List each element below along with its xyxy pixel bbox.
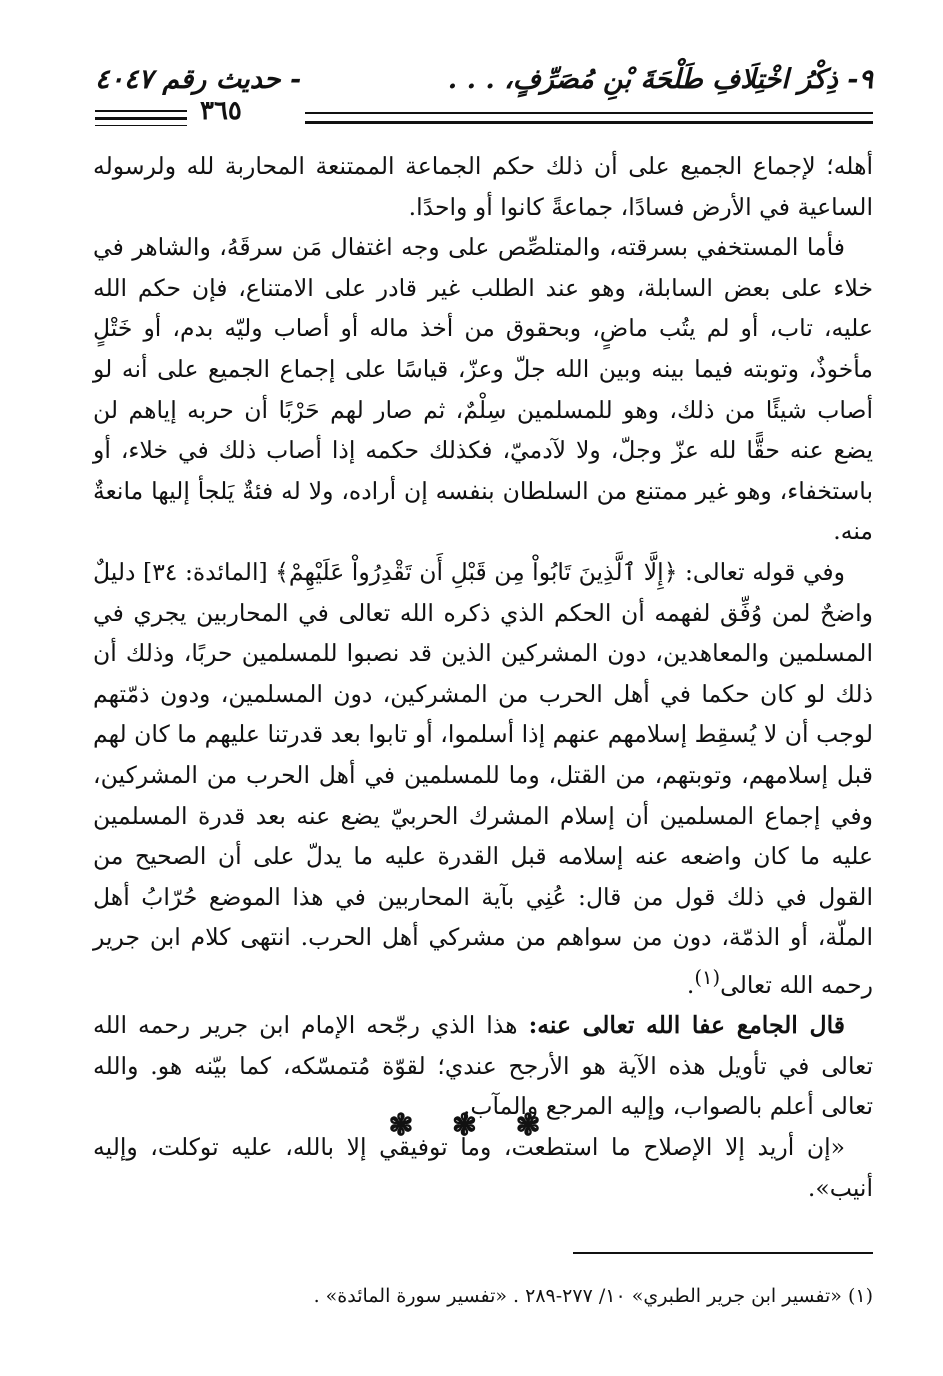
- header-rule-short-3: [95, 125, 187, 126]
- chapter-title: ٩- ذِكْرُ اخْتِلَافِ طَلْحَةَ بْنِ مُصَرِّفٍ، . . .: [447, 64, 873, 95]
- header-rule-line: [95, 96, 873, 134]
- section-separator: ❃ ❃ ❃: [388, 1108, 555, 1143]
- paragraph-1: أهله؛ لإجماع الجميع على أن ذلك حكم الجماعة الممتنعة المحاربة لله ولرسوله الساعية في الأرض فسادًا، جماعةً كانوا أو واحدًا.: [93, 152, 873, 221]
- compiler-label: قال الجامع عفا الله تعالى عنه:: [528, 1011, 845, 1040]
- header-title-line: [95, 62, 873, 98]
- header-rule-long-bottom: [305, 121, 873, 124]
- main-text: [93, 146, 873, 1208]
- footnote-marker: (١): [694, 965, 721, 989]
- paragraph-5: «إن أريد إلا الإصلاح ما استطعت، وما توفيقي إلا بالله، عليه توكلت، وإليه أنيب».: [93, 1133, 873, 1202]
- hadith-reference: - حديث رقم ٤٠٤٧: [95, 64, 302, 95]
- running-header: [95, 62, 873, 134]
- paragraph-3: وفي قوله تعالى: ﴿إِلَّا ٱلَّذِينَ تَابُواْ مِن قَبْلِ أَن تَقْدِرُواْ عَلَيْهِمْ﴾ [المائدة: ٣٤] دليلٌ واضحٌ لمن وُفِّق لفهمه أن الحكم الذي ذكره الله تعالى في المحاربين يجري في المسلمين والمعاهدين، دون المشركين الذين قد نصبوا للمسلمين حربًا، وذلك أن ذلك لو كان حكما في أهل الحرب من المشركين، دون المسلمين، ودون ذمّتهم لوجب أن لا يُسقِط إسلامهم عنهم إذا أسلموا، أو تابوا بعد قدرتنا عليهم ما كان لهم قبل إسلامهم، وتوبتهم، من القتل، وما للمسلمين في أهل الحرب من المشركين، وفي إجماع المسلمين أن إسلام المشرك الحربيّ يضع عنه بعد قدرة المسلمين عليه ما كان واضعه عنه إسلامه قبل القدرة عليه ما يدلّ على أن الصحيح من القول في ذلك قول من قال: عُنِي بآية المحاربين في هذا الموضع حُرّابُ أهل الملّة، أو الذمّة، دون من سواهم من مشركي أهل الحرب. انتهى كلام ابن جرير رحمه الله تعالى$^{(١)}$.: [93, 557, 873, 999]
- footnote: (١) «تفسير ابن جرير الطبري» ١٠/ ٢٧٧-٢٨٩ . «تفسير سورة المائدة» .: [313, 1285, 873, 1307]
- footnote-rule: [573, 1252, 873, 1254]
- paragraph-2: فأما المستخفي بسرقته، والمتلصِّص على وجه اغتفال مَن سرقَهُ، والشاهر في خلاء على بعض السابلة، وهو عند الطلب غير قادر على الامتناع، فإن حكم الله عليه، تاب، أو لم يتُب ماضٍ، وبحقوق من أخذ ماله أو أصاب وليّه بدم، أو خَتْلٍ مأخوذٌ، وتوبته فيما بينه وبين الله جلّ وعزّ، قياسًا على إجماع الجميع على أنه لو أصاب شيئًا من ذلك، وهو للمسلمين سِلْمٌ، ثم صار لهم حَرْبًا أن حربه إياهم لن يضع عنه حقًّا لله عزّ وجلّ، ولا لآدميّ، فكذلك حكمه إذا أصاب ذلك في خلاء، أو باستخفاء، وهو غير ممتنع من السلطان بنفسه إن أراده، ولا له فئةٌ يَلجأ إليها مانعةٌ منه.: [93, 233, 873, 546]
- header-rule-short-2: [95, 117, 187, 120]
- paragraph-4-text: هذا الذي رجّحه الإمام ابن جرير رحمه الله تعالى في تأويل هذه الآية هو الأرجح عندي؛ لقوّة مُتمسّكه، كما بيّنه هو. والله تعالى أعلم بالصواب، وإليه المرجع والمآب.: [93, 1011, 873, 1121]
- page-number: ٣٦٥: [200, 96, 242, 126]
- header-rule-short-1: [95, 110, 187, 112]
- header-rule-long-top: [305, 112, 873, 114]
- paragraph-3-text: وفي قوله تعالى: ﴿إِلَّا ٱلَّذِينَ تَابُواْ مِن قَبْلِ أَن تَقْدِرُواْ عَلَيْهِمْ﴾ [المائدة: ٣٤] دليلٌ واضحٌ لمن وُفِّق لفهمه أن الحكم الذي ذكره الله تعالى في المحاربين يجري في المسلمين والمعاهدين، دون المشركين الذين قد نصبوا للمسلمين حربًا، وذلك أن ذلك لو كان حكما في أهل الحرب من المشركين، دون المسلمين، ودون ذمّتهم لوجب أن لا يُسقِط إسلامهم عنهم إذا أسلموا، أو تابوا بعد قدرتنا عليهم ما كان لهم قبل إسلامهم، وتوبتهم، من القتل، وما للمسلمين في أهل الحرب من المشركين، وفي إجماع المسلمين أن إسلام المشرك الحربيّ يضع عنه بعد قدرة المسلمين عليه ما كان واضعه عنه إسلامه قبل القدرة عليه ما يدلّ على أن الصحيح من القول في ذلك قول من قال: عُنِي بآية المحاربين في هذا الموضع حُرّابُ أهل الملّة، أو الذمّة، دون من سواهم من مشركي أهل الحرب. انتهى كلام ابن جرير رحمه الله تعالى: [93, 557, 873, 999]
